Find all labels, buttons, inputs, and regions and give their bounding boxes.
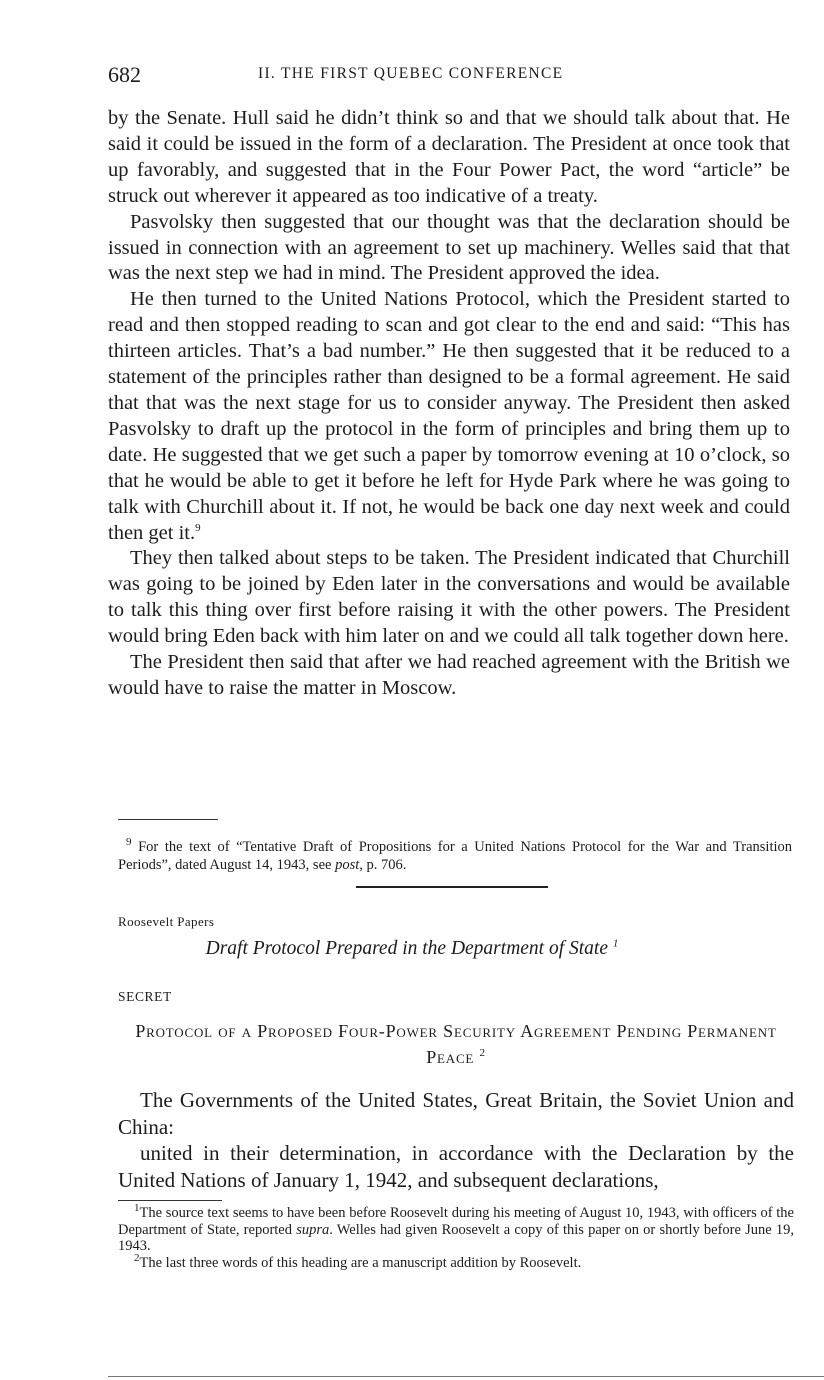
footnote-divider — [118, 819, 218, 820]
document-title — [0, 938, 824, 960]
footnote-text: For the text of “Tentative Draft of Propositions for a United Nations Protocol for the War and Transition Periods”, dated August 14, 1943, see — [118, 838, 792, 873]
footnote-text: . Welles had given Roosevelt a copy of this paper on or shortly before June 19, 1943. — [118, 1221, 795, 1255]
document-title-text: Draft Protocol Prepared in the Department of State — [205, 938, 609, 959]
footnote-italic: post — [335, 856, 360, 873]
footnote — [118, 1251, 794, 1272]
footnote — [118, 1202, 795, 1255]
paragraph: by the Senate. Hull said he didn’t think so and that we should talk about that. He said it could be issued in the form of a declaration. The President at once took that up favorably, and suggested that in the Four Power Pact, the word “article” be struck out wherever it appeared as too indicative of a treaty. — [108, 107, 790, 207]
footnote — [118, 835, 792, 874]
page-bottom-edge — [108, 1376, 824, 1377]
paragraph-text: He then turned to the United Nations Protocol, which the President started to read and then stopped reading to scan and got clear to the end and said: “This has thirteen articles. That’s a bad number.” He then suggested that it be reduced to a statement of the principles rather than designed to be a formal agreement. He said that that was the next stage for us to consider anyway. The President then asked Pasvolsky to draft up the protocol in the form of principles and bring them up to date. He suggested that we get such a paper by tomorrow evening at 10 o’clock, so that he would be able to get it before he left for Hyde Park where he was going to talk with Churchill about it. If not, he would be back one day next week and could then get it. — [108, 288, 790, 544]
paragraph: They then talked about steps to be taken. The President indicated that Churchill was going to be joined by Eden later in the conversations and would be available to talk this thing over first before raising it with the other powers. The President would bring Eden back with him later on and we could all talk together down here. — [108, 547, 790, 648]
footnote-text: The source text seems to have been before Roosevelt during his meeting of August 10, 1943, with officers of the Department of State, reported — [118, 1205, 794, 1238]
protocol-text — [118, 1087, 794, 1193]
paragraph: The Governments of the United States, Great Britain, the Soviet Union and China: — [118, 1088, 794, 1139]
footnote-text: , p. 706. — [359, 856, 407, 873]
classification-label: SECRET — [118, 989, 172, 1004]
paragraph — [108, 287, 790, 546]
footnote-reference[interactable]: 9 — [195, 521, 201, 534]
footnote-reference[interactable]: 1 — [612, 937, 619, 950]
footnote-italic: supra — [296, 1221, 330, 1238]
footnote-marker: 9 — [126, 835, 132, 848]
page-header — [108, 62, 790, 92]
paragraph: The President then said that after we had reached agreement with the British we would have to raise the matter in Moscow. — [108, 651, 790, 699]
footnote-divider — [118, 1200, 222, 1201]
footnote-text: The last three words of this heading are a manuscript addition by Roosevelt. — [139, 1254, 582, 1271]
footnotes — [118, 1202, 795, 1271]
source-label: Roosevelt Papers — [118, 914, 215, 929]
protocol-heading-text: Protocol of a Proposed Four-Power Security Agreement Pending Permanent Peace — [135, 1021, 777, 1067]
footnote-marker: 2 — [134, 1251, 140, 1264]
protocol-heading — [118, 1018, 794, 1070]
paragraph: united in their determination, in accordance with the Declaration by the United Nations of January 1, 1942, and subsequent declarations, — [118, 1141, 794, 1192]
running-head: II. THE FIRST QUEBEC CONFERENCE — [258, 65, 564, 82]
section-separator — [356, 886, 548, 888]
paragraph: Pasvolsky then suggested that our thought was that the declaration should be issued in connection with an agreement to set up machinery. Welles said that that was the next step we had in mind. The President approved the idea. — [108, 210, 790, 285]
footnote-marker: 1 — [134, 1202, 140, 1215]
footnote-reference[interactable]: 2 — [479, 1047, 486, 1059]
body-text — [108, 106, 790, 702]
page-number: 682 — [108, 62, 141, 87]
